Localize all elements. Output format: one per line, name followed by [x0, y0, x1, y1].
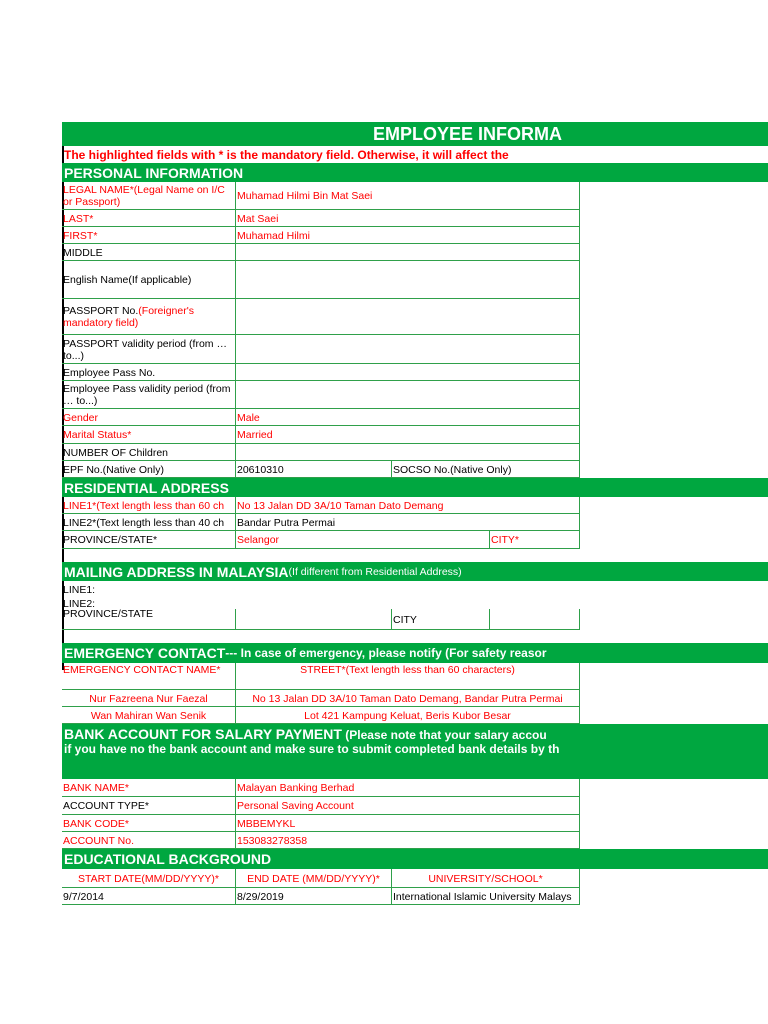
first-name-field[interactable]: Muhamad Hilmi [236, 227, 580, 244]
education-row [62, 888, 768, 905]
res-province-field[interactable]: Selangor [236, 531, 490, 549]
edu-end-label: END DATE (MM/DD/YYYY)* [236, 869, 392, 888]
emergency-contact-name[interactable]: Nur Fazreena Nur Faezal [62, 690, 236, 707]
res-line2-field[interactable]: Bandar Putra Permai [236, 514, 580, 531]
passport-field[interactable] [236, 299, 580, 335]
sheet-title-band [62, 122, 768, 146]
passport-label-text: PASSPORT No. [63, 305, 139, 317]
section-education-header [62, 849, 768, 869]
edu-end-value[interactable]: 8/29/2019 [236, 888, 392, 905]
section-bank-title: BANK ACCOUNT FOR SALARY PAYMENT [64, 726, 342, 742]
section-mailing-note: (If different from Residential Address) [288, 565, 462, 578]
row-mail-line1 [62, 581, 768, 597]
emergency-contact-street[interactable]: Lot 421 Kampung Keluat, Beris Kubor Besar [236, 707, 580, 724]
row-res-province [62, 531, 768, 549]
mail-city-field[interactable] [490, 609, 580, 630]
legal-name-label: LEGAL NAME*(Legal Name on I/C or Passport) [62, 182, 236, 210]
epf-label: EPF No.(Native Only) [62, 461, 236, 478]
section-emergency-header [62, 643, 768, 663]
gender-label: Gender [62, 409, 236, 426]
row-employee-pass-validity [62, 381, 768, 409]
res-city-label: CITY* [490, 531, 580, 549]
row-mail-province [62, 609, 768, 630]
account-type-field[interactable]: Personal Saving Account [236, 797, 580, 815]
mail-province-field[interactable] [236, 609, 392, 630]
socso-label: SOCSO No.(Native Only) [392, 461, 580, 478]
row-first-name [62, 227, 768, 244]
account-type-label: ACCOUNT TYPE* [62, 797, 236, 815]
section-bank-header [62, 724, 768, 779]
legal-name-field[interactable]: Muhamad Hilmi Bin Mat Saei [236, 182, 580, 210]
section-mailing-header [62, 562, 768, 581]
edu-start-label: START DATE(MM/DD/YYYY)* [62, 869, 236, 888]
employee-pass-field[interactable] [236, 364, 580, 381]
epf-field[interactable]: 20610310 [236, 461, 392, 478]
mail-city-label: CITY [392, 609, 490, 630]
section-emergency-note: --- In case of emergency, please notify (For safety reasor [225, 646, 547, 660]
children-label: NUMBER OF Children [62, 444, 236, 461]
spacer [62, 630, 768, 643]
row-legal-name [62, 182, 768, 210]
english-name-field[interactable] [236, 261, 580, 299]
row-mail-line2 [62, 597, 768, 609]
row-english-name [62, 261, 768, 299]
row-res-line2 [62, 514, 768, 531]
edu-start-value[interactable]: 9/7/2014 [62, 888, 236, 905]
row-employee-pass [62, 364, 768, 381]
english-name-label: English Name(If applicable) [62, 261, 236, 299]
last-name-field[interactable]: Mat Saei [236, 210, 580, 227]
row-middle-name [62, 244, 768, 261]
section-personal-header [62, 163, 768, 182]
res-province-label: PROVINCE/STATE* [62, 531, 236, 549]
sheet-title: EMPLOYEE INFORMA [373, 123, 563, 144]
bank-code-label: BANK CODE* [62, 815, 236, 832]
edu-school-value[interactable]: International Islamic University Malays [392, 888, 580, 905]
passport-validity-label: PASSPORT validity period (from … to...) [62, 335, 236, 364]
last-name-label: LAST* [62, 210, 236, 227]
row-gender [62, 409, 768, 426]
account-no-label: ACCOUNT No. [62, 832, 236, 849]
mail-line1-label: LINE1: [63, 583, 96, 596]
section-personal-title: PERSONAL INFORMATION [64, 164, 244, 181]
middle-name-label: MIDDLE [62, 244, 236, 261]
bank-name-label: BANK NAME* [62, 779, 236, 797]
emergency-contact-street[interactable]: No 13 Jalan DD 3A/10 Taman Dato Demang, Bandar Putra Permai [236, 690, 580, 707]
row-account-type [62, 797, 768, 815]
employee-pass-validity-field[interactable] [236, 381, 580, 409]
children-field[interactable] [236, 444, 580, 461]
row-education-header [62, 869, 768, 888]
row-epf-socso [62, 461, 768, 478]
emergency-contact-name[interactable]: Wan Mahiran Wan Senik [62, 707, 236, 724]
row-bank-name [62, 779, 768, 797]
section-residential-header [62, 478, 768, 497]
marital-status-label: Marital Status* [62, 426, 236, 444]
row-emergency-header [62, 663, 768, 690]
res-line2-label: LINE2*(Text length less than 40 ch [62, 514, 236, 531]
mail-province-label: PROVINCE/STATE [62, 609, 236, 630]
row-marital-status [62, 426, 768, 444]
res-line1-label: LINE1*(Text length less than 60 ch [62, 497, 236, 514]
passport-validity-field[interactable] [236, 335, 580, 364]
row-res-line1 [62, 497, 768, 514]
section-education-title: EDUCATIONAL BACKGROUND [64, 851, 272, 867]
section-emergency-title: EMERGENCY CONTACT [64, 645, 226, 661]
bank-code-field[interactable]: MBBEMYKL [236, 815, 580, 832]
row-children [62, 444, 768, 461]
employee-pass-label: Employee Pass No. [62, 364, 236, 381]
middle-name-field[interactable] [236, 244, 580, 261]
emergency-street-label: STREET*(Text length less than 60 characters) [236, 663, 580, 690]
row-bank-code [62, 815, 768, 832]
mandatory-notice: The highlighted fields with * is the mandatory field. Otherwise, it will affect the [64, 147, 509, 162]
row-last-name [62, 210, 768, 227]
row-passport [62, 299, 768, 335]
emergency-contact-row [62, 707, 768, 724]
bank-name-field[interactable]: Malayan Banking Berhad [236, 779, 580, 797]
employee-information-sheet [62, 122, 768, 905]
row-account-no [62, 832, 768, 849]
first-name-label: FIRST* [62, 227, 236, 244]
mail-line2-label: LINE2: [63, 597, 96, 609]
gender-field[interactable]: Male [236, 409, 580, 426]
section-bank-note-line2: if you have no the bank account and make sure to submit completed bank details by th [64, 742, 560, 756]
section-residential-title: RESIDENTIAL ADDRESS [64, 479, 229, 496]
passport-label [62, 299, 236, 335]
emergency-contact-row [62, 690, 768, 707]
employee-pass-validity-label: Employee Pass validity period (from … to...) [62, 381, 236, 409]
section-bank-note: (Please note that your salary accou [341, 728, 547, 742]
res-line1-field[interactable]: No 13 Jalan DD 3A/10 Taman Dato Demang [236, 497, 580, 514]
edu-school-label: UNIVERSITY/SCHOOL* [392, 869, 580, 888]
passport-label-note: (Foreigner's mandatory field) [63, 305, 194, 329]
account-no-field[interactable]: 153083278358 [236, 832, 580, 849]
row-passport-validity [62, 335, 768, 364]
emergency-name-label: EMERGENCY CONTACT NAME* [62, 663, 236, 690]
spacer [62, 549, 768, 562]
section-mailing-title: MAILING ADDRESS IN MALAYSIA [64, 563, 289, 580]
marital-status-field[interactable]: Married [236, 426, 580, 444]
